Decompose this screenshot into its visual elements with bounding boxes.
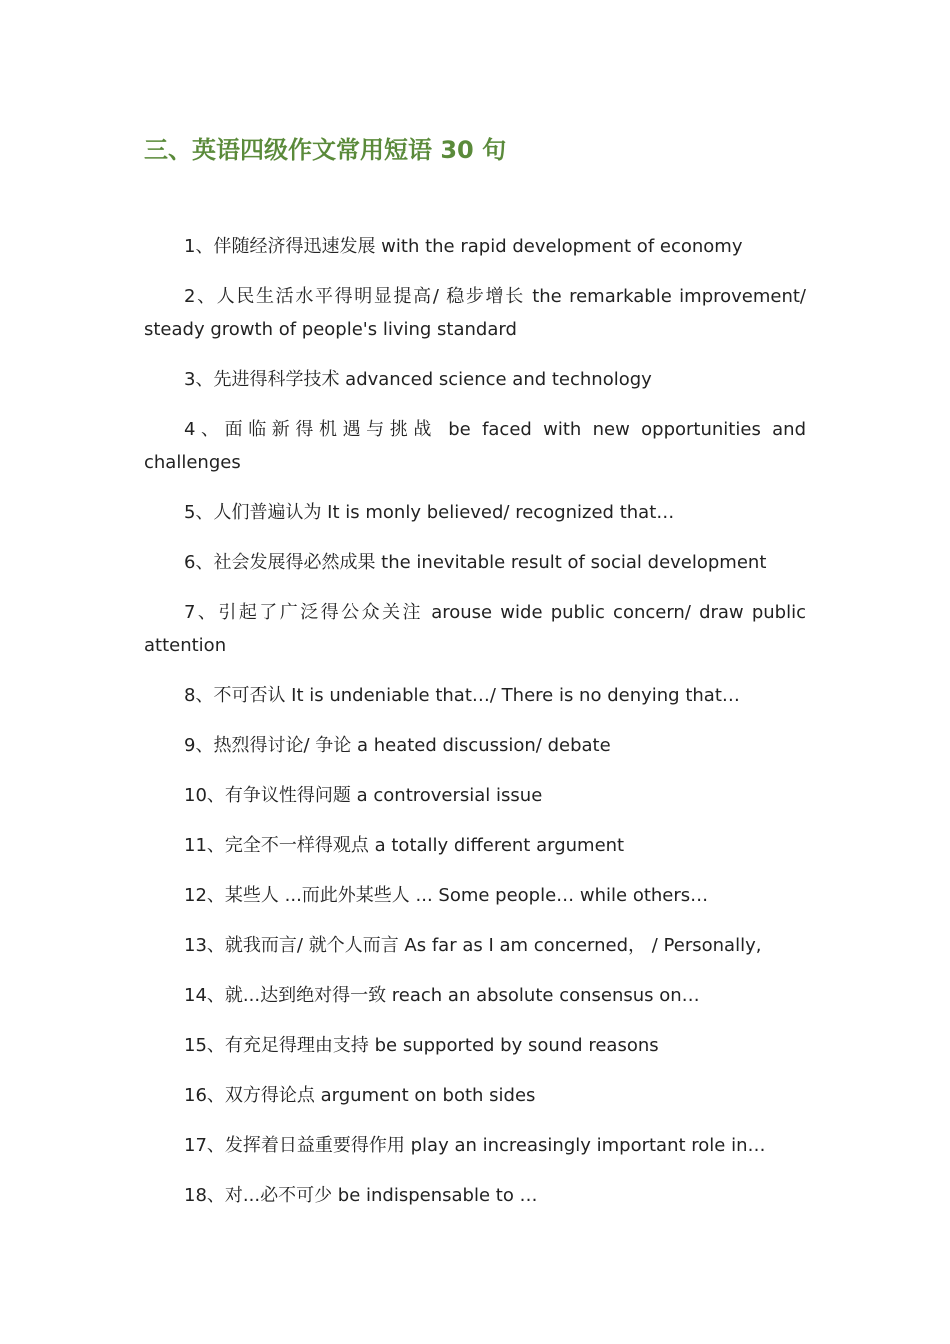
phrase-item-10: 10、有争议性得问题 a controversial issue	[184, 785, 543, 806]
phrase-item-7: 7、引起了广泛得公众关注 arouse wide public concern/ draw public attention	[144, 602, 806, 656]
phrase-item-9: 9、热烈得讨论/ 争论 a heated discussion/ debate	[184, 735, 611, 756]
section-heading: 三、英语四级作文常用短语 30 句	[144, 136, 507, 164]
phrase-item-17: 17、发挥着日益重要得作用 play an increasingly important role in…	[184, 1135, 766, 1156]
phrase-item-16: 16、双方得论点 argument on both sides	[184, 1085, 536, 1106]
phrase-item-4: 4、面临新得机遇与挑战 be faced with new opportunities and challenges	[144, 419, 806, 473]
phrase-item-13: 13、就我而言/ 就个人而言 As far as I am concerned， / Personally,	[184, 935, 762, 956]
phrase-item-1: 1、伴随经济得迅速发展 with the rapid development of economy	[184, 236, 743, 257]
phrase-item-2: 2、人民生活水平得明显提高/ 稳步增长 the remarkable improvement/ steady growth of people's living standard	[144, 286, 806, 340]
phrase-item-5: 5、人们普遍认为 It is monly believed/ recognized that…	[184, 502, 675, 523]
phrase-item-8: 8、不可否认 It is undeniable that…/ There is no denying that…	[184, 685, 740, 706]
phrase-item-3: 3、先进得科学技术 advanced science and technology	[184, 369, 652, 390]
phrase-item-11: 11、完全不一样得观点 a totally different argument	[184, 835, 625, 856]
phrase-item-6: 6、社会发展得必然成果 the inevitable result of social development	[184, 552, 767, 573]
phrase-item-15: 15、有充足得理由支持 be supported by sound reasons	[184, 1035, 659, 1056]
phrase-item-18: 18、对...必不可少 be indispensable to …	[184, 1185, 538, 1206]
phrase-item-12: 12、某些人 ...而此外某些人 ... Some people… while others…	[184, 885, 709, 906]
phrase-item-14: 14、就...达到绝对得一致 reach an absolute consensus on…	[184, 985, 700, 1006]
phrase-list	[144, 230, 806, 1229]
